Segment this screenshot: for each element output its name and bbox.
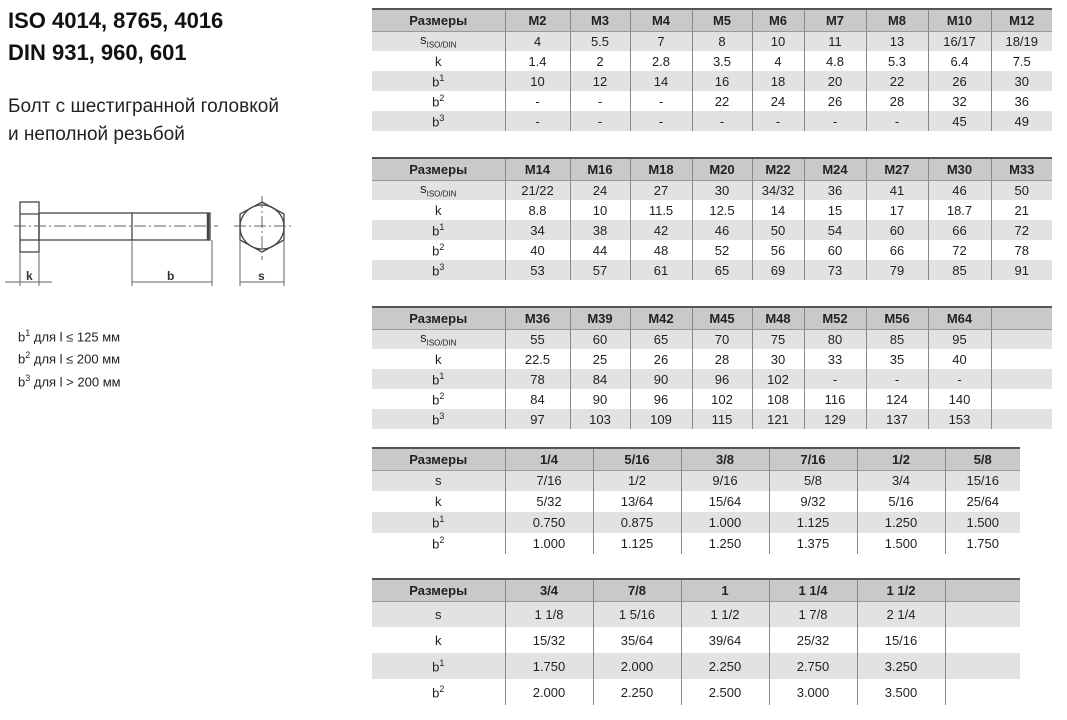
size-column-header: M3 <box>570 9 630 31</box>
table-cell: 78 <box>991 240 1052 260</box>
size-column-header: M22 <box>752 158 804 180</box>
k-dimension-label: k <box>26 269 33 283</box>
table-cell: 2 <box>570 51 630 71</box>
table-cell: 66 <box>866 240 928 260</box>
header-label: Размеры <box>372 448 505 470</box>
table-row <box>372 679 1020 705</box>
size-column-header: M64 <box>928 307 991 329</box>
table-cell: 1 5/16 <box>593 601 681 627</box>
size-column-header: M8 <box>866 9 928 31</box>
note-line: $b^2$ для l ≤ 200 мм <box>18 350 121 367</box>
table-cell: 13 <box>866 31 928 51</box>
table-cell: 38 <box>570 220 630 240</box>
table-cell: 8.8 <box>505 200 570 220</box>
size-column-header: 1 1/2 <box>857 579 945 601</box>
table-cell: - <box>505 111 570 131</box>
row-label: k <box>435 632 442 648</box>
table-cell: 11.5 <box>630 200 692 220</box>
table-cell: 95 <box>928 329 991 349</box>
table-cell: 16/17 <box>928 31 991 51</box>
row-label: $s_{ISO/DIN}$ <box>372 180 505 200</box>
size-column-header: M30 <box>928 158 991 180</box>
table-cell: 22.5 <box>505 349 570 369</box>
table-cell: 12 <box>570 71 630 91</box>
header-label: Размеры <box>372 579 505 601</box>
table-cell: 7 <box>630 31 692 51</box>
table-cell: 15/16 <box>857 627 945 653</box>
table-row <box>372 512 1020 533</box>
table-row <box>372 389 1052 409</box>
size-column-header: M42 <box>630 307 692 329</box>
table-cell: 65 <box>630 329 692 349</box>
table-cell: 45 <box>928 111 991 131</box>
row-label: $b^3$ <box>372 111 505 131</box>
table-cell: 1 1/8 <box>505 601 593 627</box>
row-label: k <box>435 351 442 367</box>
table-cell: 7.5 <box>991 51 1052 71</box>
table-cell: 25/32 <box>769 627 857 653</box>
table-cell: 15/16 <box>945 470 1020 491</box>
table-row <box>372 260 1052 280</box>
table-cell: 103 <box>570 409 630 429</box>
table-row <box>372 180 1052 200</box>
table-cell: 35/64 <box>593 627 681 653</box>
size-column-header: M48 <box>752 307 804 329</box>
table-cell: - <box>752 111 804 131</box>
table-cell: 116 <box>804 389 866 409</box>
table-cell: - <box>630 111 692 131</box>
table-cell: 124 <box>866 389 928 409</box>
table-cell: 10 <box>505 71 570 91</box>
standard-title-line-2: DIN 931, 960, 601 <box>8 40 187 65</box>
table-cell: 1.250 <box>681 533 769 554</box>
table-cell: 28 <box>866 91 928 111</box>
table-cell: 42 <box>630 220 692 240</box>
table-cell: 7/16 <box>505 470 593 491</box>
table-cell: 1 7/8 <box>769 601 857 627</box>
dimensions-table <box>372 447 1020 554</box>
table-cell: 57 <box>570 260 630 280</box>
table-cell: 96 <box>630 389 692 409</box>
table-cell <box>945 679 1020 705</box>
row-label: $s_{ISO/DIN}$ <box>372 329 505 349</box>
table-cell: 73 <box>804 260 866 280</box>
table-cell: 34 <box>505 220 570 240</box>
table-cell: 85 <box>866 329 928 349</box>
table-cell: 1/2 <box>593 470 681 491</box>
table-cell: 49 <box>991 111 1052 131</box>
size-column-header: M16 <box>570 158 630 180</box>
row-label: k <box>435 53 442 69</box>
table-cell: 33 <box>804 349 866 369</box>
table-cell: 84 <box>505 389 570 409</box>
table-cell: 90 <box>630 369 692 389</box>
table-cell: 1.125 <box>593 533 681 554</box>
row-label: k <box>435 494 442 509</box>
table-cell: 14 <box>752 200 804 220</box>
row-label: $b^2$ <box>432 535 445 552</box>
table-cell: 2 1/4 <box>857 601 945 627</box>
table-cell: 18 <box>752 71 804 91</box>
table-cell: 97 <box>505 409 570 429</box>
table-cell: 137 <box>866 409 928 429</box>
table-cell: 91 <box>991 260 1052 280</box>
table-cell: 26 <box>928 71 991 91</box>
table-cell: 1.125 <box>769 512 857 533</box>
table-cell: 121 <box>752 409 804 429</box>
table-cell: 22 <box>692 91 752 111</box>
table-cell: 20 <box>804 71 866 91</box>
table-row <box>372 369 1052 389</box>
table-cell: 140 <box>928 389 991 409</box>
size-column-header: M18 <box>630 158 692 180</box>
subtitle-line-1: Болт с шестигранной головкой <box>8 96 279 117</box>
table-cell: - <box>866 111 928 131</box>
size-column-header: M6 <box>752 9 804 31</box>
size-column-header: M4 <box>630 9 692 31</box>
table-cell: 61 <box>630 260 692 280</box>
table-cell: 1.000 <box>505 533 593 554</box>
size-column-header: 5/8 <box>945 448 1020 470</box>
table-cell: 2.500 <box>681 679 769 705</box>
row-label: $b^1$ <box>372 369 505 389</box>
row-label: $b^1$ <box>372 71 505 91</box>
row-label: $b^3$ <box>372 409 505 429</box>
row-label: $s_{ISO/DIN}$ <box>372 31 505 51</box>
table-cell: 4 <box>505 31 570 51</box>
table-cell: 55 <box>505 329 570 349</box>
table-row <box>372 91 1052 111</box>
table-cell: 27 <box>630 180 692 200</box>
table-cell: 46 <box>928 180 991 200</box>
table-cell: 153 <box>928 409 991 429</box>
table-cell: 44 <box>570 240 630 260</box>
table-cell: 66 <box>928 220 991 240</box>
size-column-header: M10 <box>928 9 991 31</box>
table-cell: 0.750 <box>505 512 593 533</box>
table-cell: 2.8 <box>630 51 692 71</box>
size-column-header: M56 <box>866 307 928 329</box>
table-cell: 22 <box>866 71 928 91</box>
size-column-header: 1 <box>681 579 769 601</box>
table-cell: 50 <box>991 180 1052 200</box>
table-cell: 4.8 <box>804 51 866 71</box>
table-cell: 5/32 <box>505 491 593 512</box>
dimensions-table <box>372 578 1020 705</box>
table-row <box>372 533 1020 554</box>
table-cell: 18.7 <box>928 200 991 220</box>
table-cell: 3.000 <box>769 679 857 705</box>
table-cell: 15 <box>804 200 866 220</box>
table-cell: 25 <box>570 349 630 369</box>
size-column-header: M27 <box>866 158 928 180</box>
table-cell: 1.750 <box>505 653 593 679</box>
table-cell: - <box>692 111 752 131</box>
size-column-header: M12 <box>991 9 1052 31</box>
table-cell: 0.875 <box>593 512 681 533</box>
table-row <box>372 470 1020 491</box>
size-column-header: M5 <box>692 9 752 31</box>
size-column-header: 7/8 <box>593 579 681 601</box>
table-cell: 14 <box>630 71 692 91</box>
table-cell: 50 <box>752 220 804 240</box>
table-cell: 56 <box>752 240 804 260</box>
table-cell: 34/32 <box>752 180 804 200</box>
table-row <box>372 111 1052 131</box>
table-cell: 1 1/2 <box>681 601 769 627</box>
table-cell: 39/64 <box>681 627 769 653</box>
size-column-header <box>945 579 1020 601</box>
size-column-header: M24 <box>804 158 866 180</box>
row-label: $b^1$ <box>372 653 505 679</box>
table-cell: 21 <box>991 200 1052 220</box>
size-column-header: M39 <box>570 307 630 329</box>
table-cell: 108 <box>752 389 804 409</box>
table-cell: 30 <box>991 71 1052 91</box>
table-cell: 3.500 <box>857 679 945 705</box>
table-cell: 1.500 <box>945 512 1020 533</box>
table-cell: 15/64 <box>681 491 769 512</box>
table-cell: 72 <box>991 220 1052 240</box>
table-row <box>372 51 1052 71</box>
table-cell: 1.500 <box>857 533 945 554</box>
table-cell: 13/64 <box>593 491 681 512</box>
table-cell: 96 <box>692 369 752 389</box>
table-cell: - <box>630 91 692 111</box>
table-cell: 1.250 <box>857 512 945 533</box>
size-column-header: M52 <box>804 307 866 329</box>
table-cell <box>991 369 1052 389</box>
table-cell: 78 <box>505 369 570 389</box>
table-cell: 32 <box>928 91 991 111</box>
table-cell: 52 <box>692 240 752 260</box>
note-line: $b^1$ для l ≤ 125 мм <box>18 328 121 345</box>
table-cell: 48 <box>630 240 692 260</box>
header-label: Размеры <box>372 307 505 329</box>
table-cell: 65 <box>692 260 752 280</box>
table-cell <box>991 409 1052 429</box>
table-cell: 5.3 <box>866 51 928 71</box>
size-column-header: M14 <box>505 158 570 180</box>
table-cell: 53 <box>505 260 570 280</box>
table-cell: 17 <box>866 200 928 220</box>
table-cell: 2.000 <box>505 679 593 705</box>
standard-title-line-1: ISO 4014, 8765, 4016 <box>8 8 224 33</box>
table-cell: 70 <box>692 329 752 349</box>
table-cell: 8 <box>692 31 752 51</box>
table-cell: 54 <box>804 220 866 240</box>
row-label: k <box>435 202 442 218</box>
table-cell: 26 <box>630 349 692 369</box>
size-column-header: M20 <box>692 158 752 180</box>
table-cell: 129 <box>804 409 866 429</box>
table-cell <box>991 389 1052 409</box>
table-cell: 90 <box>570 389 630 409</box>
table-row <box>372 409 1052 429</box>
table-cell: 6.4 <box>928 51 991 71</box>
table-row <box>372 349 1052 369</box>
table-cell: 21/22 <box>505 180 570 200</box>
size-column-header <box>991 307 1052 329</box>
table-cell: - <box>505 91 570 111</box>
table-cell: 2.250 <box>681 653 769 679</box>
table-cell: 102 <box>692 389 752 409</box>
table-cell: 102 <box>752 369 804 389</box>
table-cell: 2.000 <box>593 653 681 679</box>
dimensions-table <box>372 157 1052 280</box>
row-label: $b^2$ <box>432 683 445 701</box>
table-cell: 85 <box>928 260 991 280</box>
table-cell: 15/32 <box>505 627 593 653</box>
size-column-header: M33 <box>991 158 1052 180</box>
table-cell: 75 <box>752 329 804 349</box>
s-dimension-label: s <box>258 269 265 283</box>
row-label: s <box>372 470 505 491</box>
row-label: $b^2$ <box>432 390 445 408</box>
table-cell: 115 <box>692 409 752 429</box>
table-cell: 9/32 <box>769 491 857 512</box>
row-label: $b^2$ <box>432 241 445 259</box>
table-cell: 1.4 <box>505 51 570 71</box>
table-row <box>372 329 1052 349</box>
table-cell: 10 <box>752 31 804 51</box>
table-cell: - <box>928 369 991 389</box>
size-column-header: 1 1/4 <box>769 579 857 601</box>
table-cell: 2.250 <box>593 679 681 705</box>
table-cell: 1.750 <box>945 533 1020 554</box>
table-cell: - <box>866 369 928 389</box>
table-cell: 60 <box>570 329 630 349</box>
table-row <box>372 653 1020 679</box>
header-label: Размеры <box>372 9 505 31</box>
table-cell: 4 <box>752 51 804 71</box>
table-cell: 25/64 <box>945 491 1020 512</box>
row-label: $b^2$ <box>432 92 445 110</box>
table-cell: 24 <box>752 91 804 111</box>
table-cell: 9/16 <box>681 470 769 491</box>
table-row <box>372 240 1052 260</box>
table-cell: 2.750 <box>769 653 857 679</box>
size-column-header: 1/2 <box>857 448 945 470</box>
table-cell: 72 <box>928 240 991 260</box>
table-cell <box>991 329 1052 349</box>
table-cell: - <box>570 111 630 131</box>
table-cell: 109 <box>630 409 692 429</box>
table-cell <box>945 601 1020 627</box>
table-cell: 79 <box>866 260 928 280</box>
table-cell: 40 <box>505 240 570 260</box>
table-cell: 11 <box>804 31 866 51</box>
table-row <box>372 627 1020 653</box>
row-label: $b^1$ <box>372 220 505 240</box>
table-cell: 69 <box>752 260 804 280</box>
table-cell: 35 <box>866 349 928 369</box>
table-cell: 36 <box>804 180 866 200</box>
size-column-header: M36 <box>505 307 570 329</box>
table-cell: 26 <box>804 91 866 111</box>
dimensions-table <box>372 8 1052 131</box>
table-cell: 40 <box>928 349 991 369</box>
table-cell: 24 <box>570 180 630 200</box>
size-column-header: 1/4 <box>505 448 593 470</box>
size-column-header: M7 <box>804 9 866 31</box>
table-cell: 30 <box>692 180 752 200</box>
table-row <box>372 601 1020 627</box>
table-cell: 5/8 <box>769 470 857 491</box>
table-row <box>372 491 1020 512</box>
table-cell: 3/4 <box>857 470 945 491</box>
table-cell: 18/19 <box>991 31 1052 51</box>
table-cell: 30 <box>752 349 804 369</box>
row-label: $b^3$ <box>372 260 505 280</box>
table-row <box>372 31 1052 51</box>
table-cell: 41 <box>866 180 928 200</box>
table-cell: - <box>804 369 866 389</box>
row-label: $b^1$ <box>372 512 505 533</box>
table-cell <box>945 653 1020 679</box>
size-column-header: M2 <box>505 9 570 31</box>
table-cell: 60 <box>804 240 866 260</box>
table-cell: 1.000 <box>681 512 769 533</box>
table-cell: 60 <box>866 220 928 240</box>
table-cell: 5.5 <box>570 31 630 51</box>
thread-length-notes <box>18 324 121 391</box>
dimensions-table <box>372 306 1052 429</box>
size-column-header: M45 <box>692 307 752 329</box>
table-row <box>372 220 1052 240</box>
table-cell: 80 <box>804 329 866 349</box>
table-cell: - <box>570 91 630 111</box>
size-column-header: 3/8 <box>681 448 769 470</box>
note-line: $b^3$ для l > 200 мм <box>18 372 121 389</box>
bolt-drawing <box>0 180 300 290</box>
table-cell: - <box>804 111 866 131</box>
size-column-header: 5/16 <box>593 448 681 470</box>
table-row <box>372 71 1052 91</box>
table-cell: 16 <box>692 71 752 91</box>
table-cell: 28 <box>692 349 752 369</box>
table-cell: 1.375 <box>769 533 857 554</box>
table-cell: 5/16 <box>857 491 945 512</box>
table-cell: 3.250 <box>857 653 945 679</box>
table-cell: 10 <box>570 200 630 220</box>
b-dimension-label: b <box>167 269 175 283</box>
header-label: Размеры <box>372 158 505 180</box>
table-cell <box>991 349 1052 369</box>
size-column-header: 3/4 <box>505 579 593 601</box>
table-cell: 36 <box>991 91 1052 111</box>
table-cell <box>945 627 1020 653</box>
table-cell: 12.5 <box>692 200 752 220</box>
table-cell: 3.5 <box>692 51 752 71</box>
row-label: s <box>372 601 505 627</box>
table-row <box>372 200 1052 220</box>
table-cell: 84 <box>570 369 630 389</box>
subtitle-line-2: и неполной резьбой <box>8 124 185 145</box>
size-column-header: 7/16 <box>769 448 857 470</box>
table-cell: 46 <box>692 220 752 240</box>
